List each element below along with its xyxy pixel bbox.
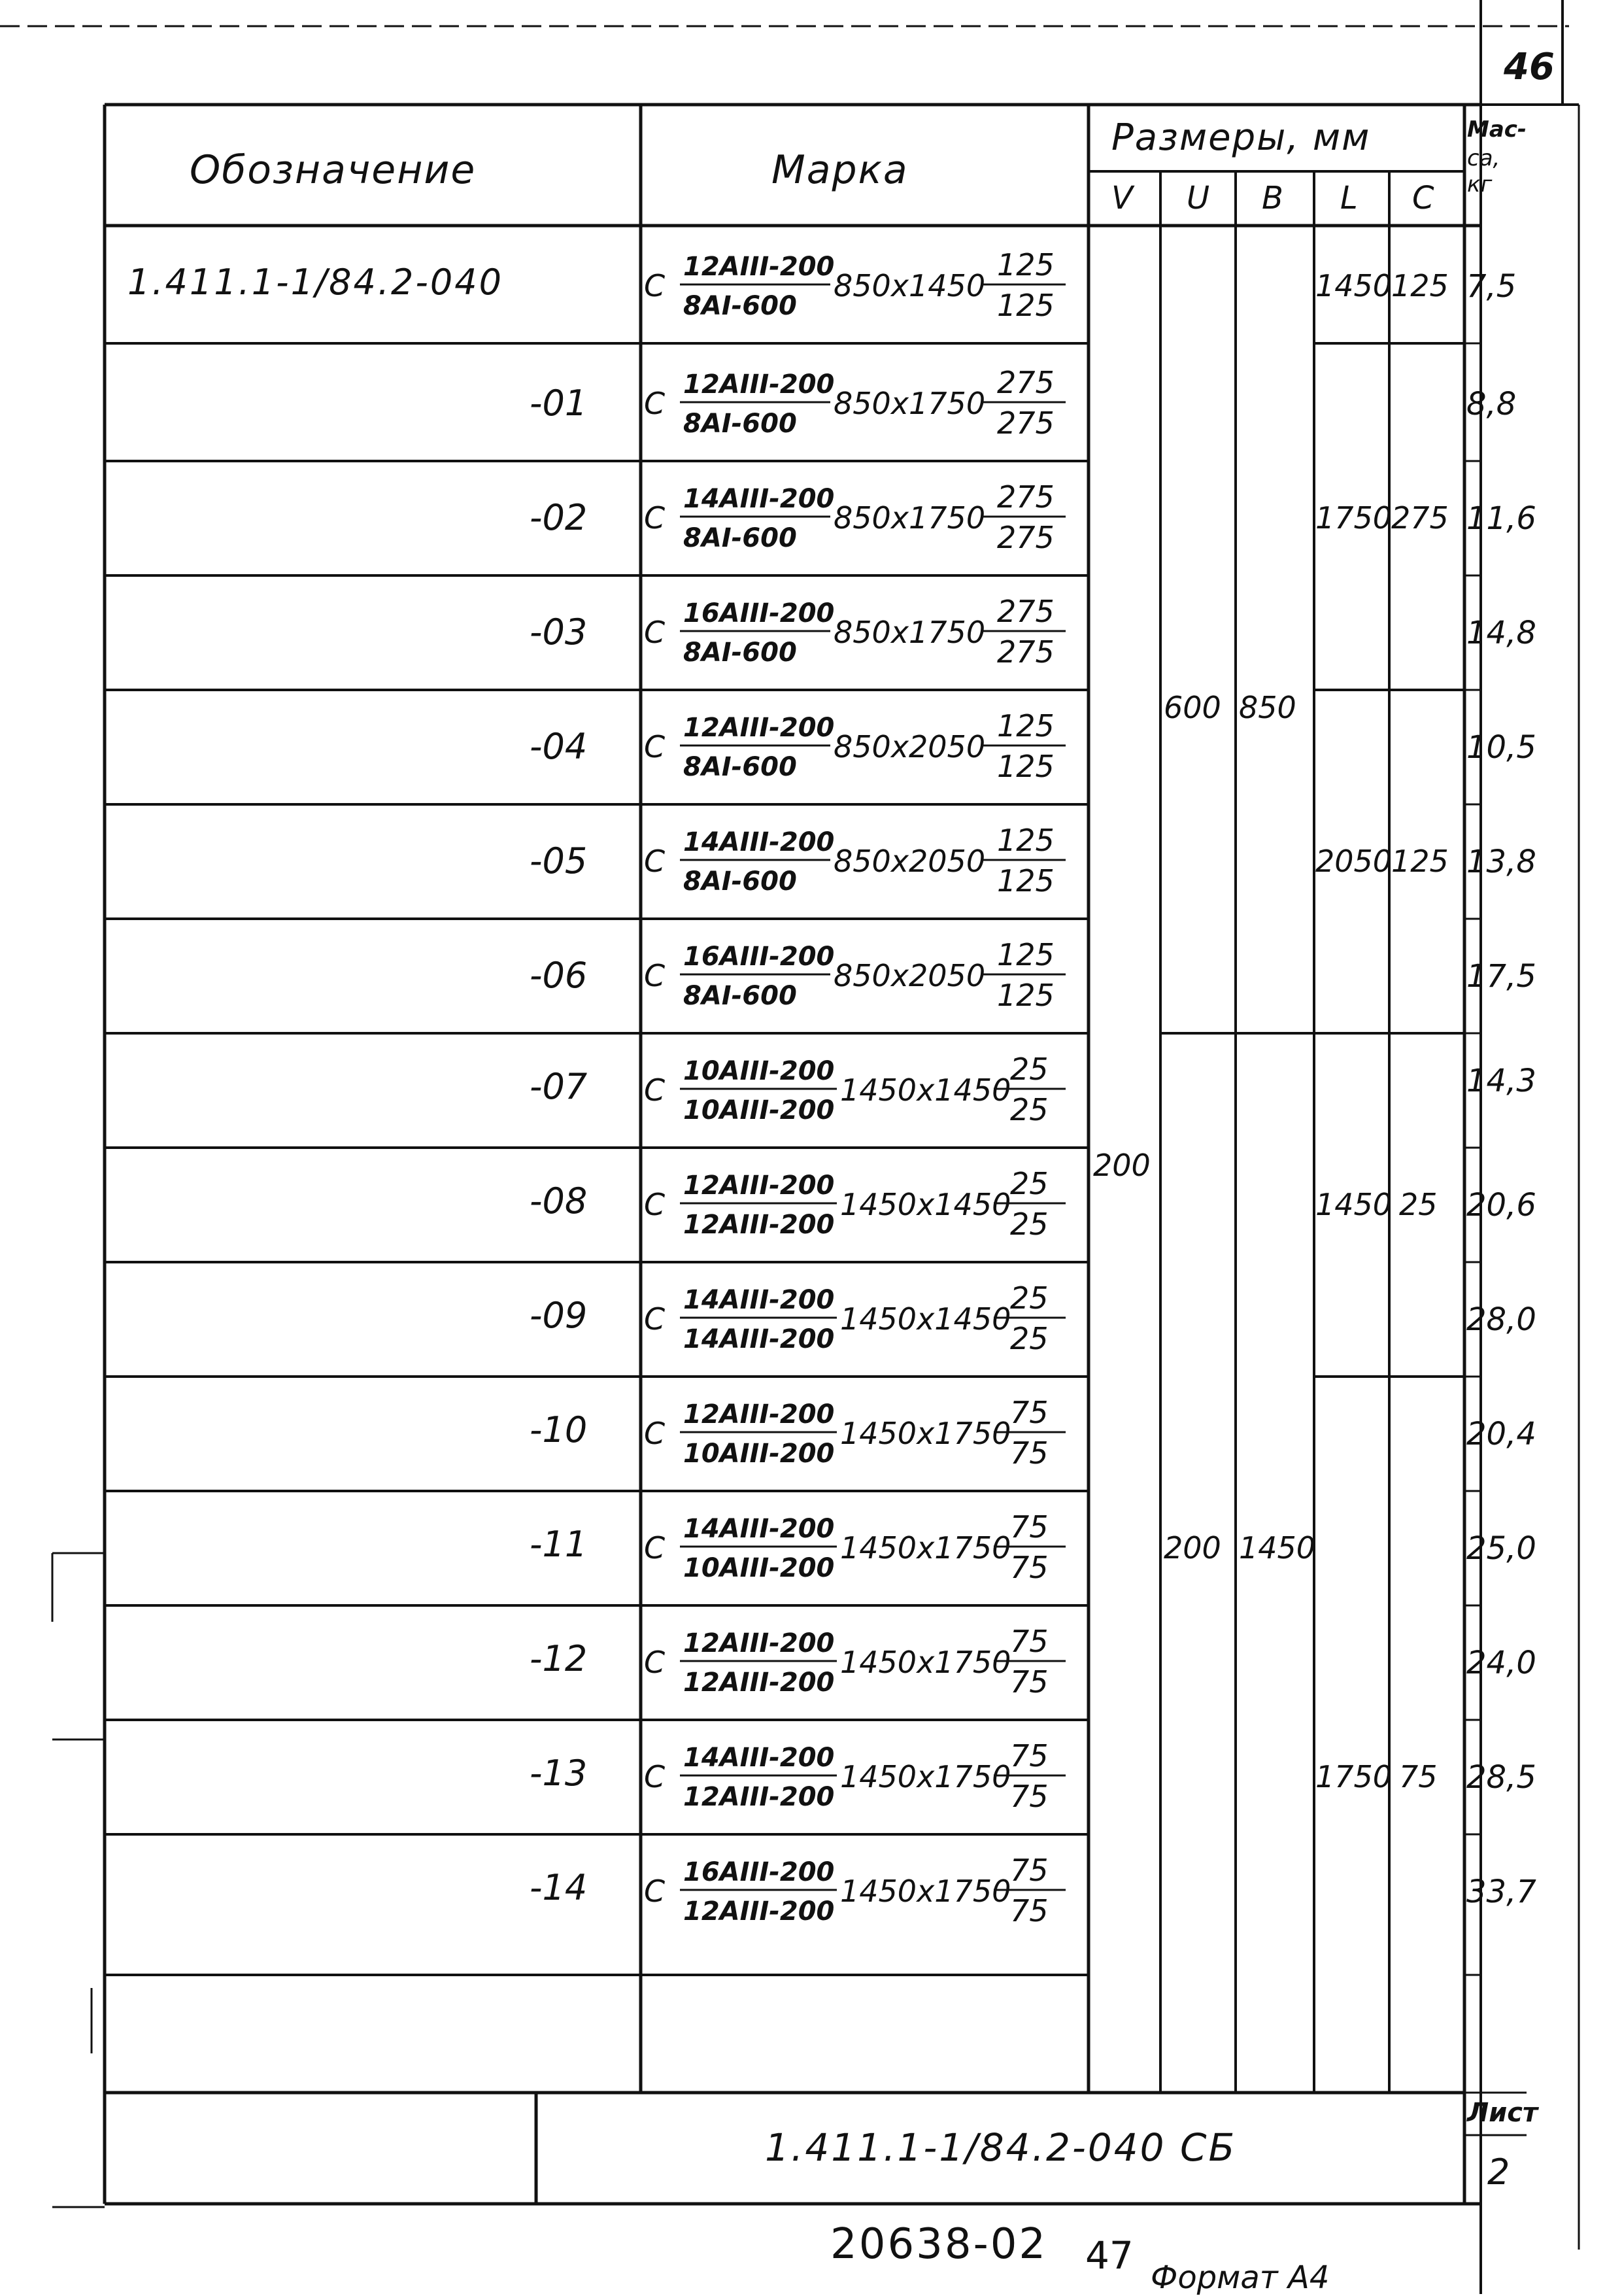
mark-size: 1450x1450 — [840, 1187, 1011, 1222]
mark-prefix: С — [644, 1645, 666, 1680]
mark-frac-bottom: 75 — [1010, 1664, 1049, 1700]
format-label: Формат А4 — [1151, 2259, 1330, 2296]
mark-frac-bottom: 75 — [1010, 1893, 1049, 1928]
mark-size: 1450x1450 — [840, 1301, 1011, 1337]
dim-l-value: 1450 — [1315, 1187, 1393, 1222]
mark-frac-top: 25 — [1010, 1052, 1049, 1087]
header-dim-b: B — [1262, 180, 1283, 216]
mark-size: 1450x1750 — [840, 1416, 1011, 1451]
mass-value: 33,7 — [1466, 1874, 1536, 1910]
dim-b-value: 850 — [1239, 690, 1296, 725]
mark-bottom: 10АIII-200 — [683, 1553, 835, 1583]
header-mass-1: Мас- — [1467, 116, 1527, 143]
mark-bottom: 8АI-600 — [683, 523, 797, 553]
mark-bottom: 8АI-600 — [683, 981, 797, 1011]
mark-frac-top: 75 — [1010, 1395, 1049, 1430]
mark-top: 12АIII-200 — [683, 252, 835, 282]
mark-bottom: 8АI-600 — [683, 866, 797, 897]
mass-value: 24,0 — [1466, 1645, 1536, 1681]
mark-bottom: 8АI-600 — [683, 409, 797, 439]
document-code: 1.411.1-1/84.2-040 СБ — [765, 2125, 1237, 2170]
mark-top: 12АIII-200 — [683, 369, 835, 400]
mark-size: 850x1750 — [834, 500, 986, 536]
header-mark: Марка — [771, 147, 909, 193]
row-code: -04 — [530, 726, 588, 767]
header-mass-3: кг — [1467, 171, 1493, 197]
dim-u-value: 200 — [1164, 1530, 1221, 1566]
mark-top: 12АIII-200 — [683, 1628, 835, 1658]
mark-top: 14АIII-200 — [683, 1743, 835, 1773]
mark-frac-top: 125 — [997, 247, 1055, 283]
mark-bottom: 8АI-600 — [683, 638, 797, 668]
mark-frac-top: 75 — [1010, 1853, 1049, 1888]
mark-frac-top: 75 — [1010, 1509, 1049, 1545]
mark-size: 1450x1750 — [840, 1645, 1011, 1680]
mark-top: 16АIII-200 — [683, 1857, 835, 1887]
header-dim-v: V — [1111, 180, 1133, 216]
sheet-label: Лист — [1467, 2098, 1538, 2128]
mark-frac-bottom: 75 — [1010, 1779, 1049, 1814]
mark-prefix: С — [644, 386, 666, 421]
mark-frac-top: 125 — [997, 823, 1055, 858]
mark-bottom: 14АIII-200 — [683, 1324, 835, 1354]
mark-frac-bottom: 25 — [1010, 1207, 1049, 1242]
mark-bottom: 10АIII-200 — [683, 1439, 835, 1469]
mark-frac-bottom: 125 — [997, 978, 1055, 1013]
mark-top: 14АIII-200 — [683, 1514, 835, 1544]
mark-prefix: С — [644, 1530, 666, 1566]
mark-top: 14АIII-200 — [683, 484, 835, 514]
mark-size: 850x1750 — [834, 615, 986, 650]
mass-value: 10,5 — [1466, 729, 1536, 766]
mark-prefix: С — [644, 1759, 666, 1794]
mark-frac-top: 25 — [1010, 1280, 1049, 1316]
mark-prefix: С — [644, 1416, 666, 1451]
mark-frac-bottom: 75 — [1010, 1550, 1049, 1585]
mark-top: 12АIII-200 — [683, 713, 835, 743]
mass-value: 28,5 — [1466, 1759, 1536, 1796]
row-code: -02 — [530, 497, 588, 538]
mark-frac-top: 125 — [997, 937, 1055, 972]
mark-prefix: С — [644, 268, 666, 303]
mass-value: 17,5 — [1466, 958, 1536, 995]
mass-value: 25,0 — [1466, 1530, 1536, 1567]
mark-frac-top: 75 — [1010, 1624, 1049, 1659]
mark-frac-bottom: 75 — [1010, 1435, 1049, 1471]
row-code: -08 — [530, 1180, 588, 1222]
mark-top: 14АIII-200 — [683, 827, 835, 857]
row-code: -01 — [530, 383, 588, 424]
mark-prefix: С — [644, 615, 666, 650]
mark-prefix: С — [644, 500, 666, 536]
dim-l-value: 1750 — [1315, 1759, 1393, 1794]
mass-value: 11,6 — [1466, 500, 1536, 537]
dim-c-value: 75 — [1399, 1759, 1438, 1794]
row-code: -12 — [530, 1638, 588, 1679]
dim-c-value: 125 — [1391, 844, 1449, 879]
mark-top: 12АIII-200 — [683, 1399, 835, 1430]
mark-bottom: 12АIII-200 — [683, 1668, 835, 1698]
header-designation: Обозначение — [190, 147, 477, 193]
dim-c-value: 275 — [1391, 500, 1449, 536]
mark-top: 16АIII-200 — [683, 598, 835, 628]
archive-page: 47 — [1085, 2233, 1134, 2278]
mark-prefix: С — [644, 1301, 666, 1337]
row-code: -09 — [530, 1295, 588, 1336]
mark-size: 1450x1750 — [840, 1759, 1011, 1794]
row-code: -13 — [530, 1753, 588, 1794]
dim-l-value: 2050 — [1315, 844, 1393, 879]
mark-prefix: С — [644, 1072, 666, 1108]
mark-top: 10АIII-200 — [683, 1056, 835, 1086]
mark-size: 1450x1750 — [840, 1874, 1011, 1909]
mark-top: 12АIII-200 — [683, 1171, 835, 1201]
mark-frac-top: 275 — [997, 479, 1055, 515]
row-code: -03 — [530, 611, 588, 653]
header-dimensions: Размеры, мм — [1111, 116, 1371, 159]
mass-value: 13,8 — [1466, 844, 1536, 880]
mark-frac-bottom: 25 — [1010, 1321, 1049, 1356]
mark-prefix: С — [644, 1874, 666, 1909]
dim-u-value: 600 — [1164, 690, 1221, 725]
dim-v-value: 200 — [1093, 1148, 1151, 1183]
mark-size: 850x2050 — [834, 729, 986, 764]
mark-bottom: 12АIII-200 — [683, 1896, 835, 1927]
mark-bottom: 12АIII-200 — [683, 1782, 835, 1812]
mark-top: 14АIII-200 — [683, 1285, 835, 1315]
mark-frac-top: 275 — [997, 594, 1055, 629]
mass-value: 20,6 — [1466, 1187, 1536, 1224]
mark-frac-top: 125 — [997, 708, 1055, 744]
mark-frac-bottom: 125 — [997, 288, 1055, 323]
mark-top: 16АIII-200 — [683, 942, 835, 972]
base-designation: 1.411.1-1/84.2-040 — [127, 262, 503, 303]
mass-value: 14,3 — [1466, 1063, 1536, 1099]
mark-size: 850x1750 — [834, 386, 986, 421]
mark-frac-top: 25 — [1010, 1166, 1049, 1201]
mark-size: 850x2050 — [834, 958, 986, 993]
row-code: -14 — [530, 1867, 588, 1908]
mark-prefix: С — [644, 844, 666, 879]
dim-b-value: 1450 — [1239, 1530, 1316, 1566]
mass-value: 8,8 — [1466, 386, 1517, 422]
mark-frac-bottom: 125 — [997, 863, 1055, 899]
sheet-number: 2 — [1487, 2151, 1510, 2193]
header-dim-c: C — [1412, 180, 1434, 216]
mark-bottom: 8АI-600 — [683, 291, 797, 321]
mark-prefix: С — [644, 729, 666, 764]
mark-size: 850x1450 — [834, 268, 986, 303]
mark-size: 850x2050 — [834, 844, 986, 879]
mark-prefix: С — [644, 1187, 666, 1222]
mark-frac-bottom: 275 — [997, 520, 1055, 555]
row-code: -07 — [530, 1066, 588, 1107]
mark-frac-top: 75 — [1010, 1738, 1049, 1773]
row-code: -05 — [530, 840, 588, 882]
mark-frac-bottom: 25 — [1010, 1092, 1049, 1127]
mark-frac-bottom: 125 — [997, 749, 1055, 784]
sheet-number-top: 46 — [1504, 46, 1555, 88]
mass-value: 14,8 — [1466, 615, 1536, 651]
mass-value: 20,4 — [1466, 1416, 1536, 1452]
dim-c-value: 25 — [1399, 1187, 1438, 1222]
row-code: -10 — [530, 1409, 588, 1450]
mark-bottom: 10АIII-200 — [683, 1095, 835, 1125]
row-code: -06 — [530, 955, 588, 996]
mark-bottom: 8АI-600 — [683, 752, 797, 782]
mass-value: 7,5 — [1466, 268, 1517, 305]
dim-l-value: 1750 — [1315, 500, 1393, 536]
header-mass-2: са, — [1467, 145, 1500, 171]
mark-size: 1450x1450 — [840, 1072, 1011, 1108]
mark-frac-bottom: 275 — [997, 634, 1055, 670]
mark-frac-bottom: 275 — [997, 405, 1055, 441]
row-code: -11 — [530, 1524, 588, 1565]
mass-value: 28,0 — [1466, 1301, 1536, 1338]
archive-number: 20638-02 — [830, 2220, 1048, 2269]
header-dim-l: L — [1340, 180, 1358, 216]
mark-size: 1450x1750 — [840, 1530, 1011, 1566]
mark-bottom: 12АIII-200 — [683, 1210, 835, 1240]
mark-frac-top: 275 — [997, 365, 1055, 400]
header-dim-u: U — [1187, 180, 1210, 216]
dim-c-value: 125 — [1391, 268, 1449, 303]
dim-l-value: 1450 — [1315, 268, 1393, 303]
mark-prefix: С — [644, 958, 666, 993]
